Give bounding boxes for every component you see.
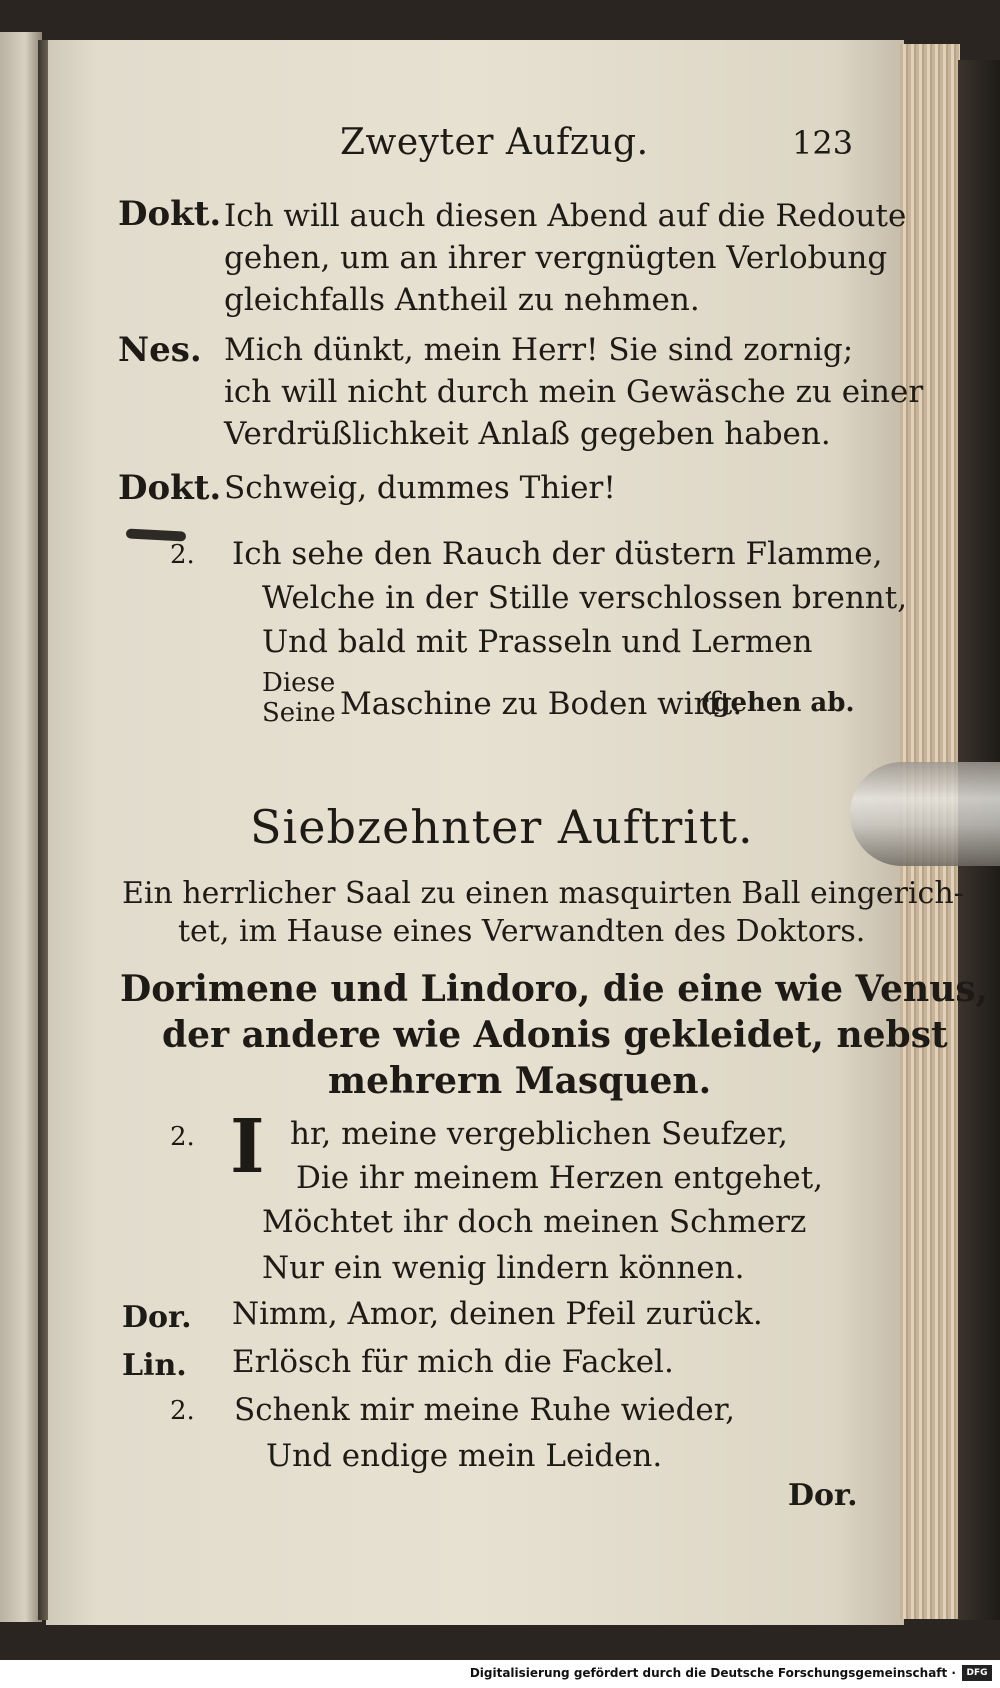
stage-direction: (gehen ab. [700,688,855,718]
variant-word-top: Diese [262,668,336,698]
footer-bar [0,1660,1000,1688]
speaker-dokt: Dokt. [118,194,222,234]
scene-setting: tet, im Hause eines Verwandten des Doktors. [178,914,866,949]
verse-line: Möchtet ihr doch meinen Schmerz [262,1204,807,1240]
verse-number: 2. [170,1122,195,1152]
verse-line: Die ihr meinem Herzen entgehet, [296,1160,824,1196]
verse-line: Welche in der Stille verschlossen brennt, [262,580,908,616]
verse-line: Maschine zu Boden wirft. [340,686,743,722]
page-number: 123 [792,124,854,162]
dialogue-line: gehen, um an ihrer vergnügten Verlobung [224,240,888,276]
scene-setting: Ein herrlicher Saal zu einen masquirten Ball eingerich- [122,876,964,911]
speaker-dor: Dor. [122,1300,192,1335]
dialogue-line: Mich dünkt, mein Herr! Sie sind zornig; [224,332,854,368]
dfg-logo: DFG [962,1665,992,1681]
speaker-lin: Lin. [122,1348,187,1383]
variant-word-bottom: Seine [262,698,336,728]
running-header: Zweyter Aufzug. [340,122,649,163]
verse-line: Nur ein wenig lindern können. [262,1250,745,1286]
footer-credit: Digitalisierung gefördert durch die Deutsche Forschungsgemeinschaft · [469,1666,956,1680]
cast-list: der andere wie Adonis gekleidet, nebst [162,1014,948,1056]
verse-number: 2. [170,540,195,570]
speaker-dokt: Dokt. [118,468,222,508]
dialogue-line: Ich will auch diesen Abend auf die Redoute [224,198,907,234]
scene-title: Siebzehnter Auftritt. [250,800,754,854]
verse-line: hr, meine vergeblichen Seufzer, [290,1116,788,1152]
dialogue-line: Nimm, Amor, deinen Pfeil zurück. [232,1296,763,1332]
drop-cap: I [230,1104,265,1190]
dialogue-line: Verdrüßlichkeit Anlaß gegeben haben. [224,416,831,452]
dialogue-line: Schweig, dummes Thier! [224,470,616,506]
verse-number: 2. [170,1396,195,1426]
dialogue-line: ich will nicht durch mein Gewäsche zu einer [224,374,924,410]
speaker-nes: Nes. [118,330,202,370]
dialogue-line: Erlösch für mich die Fackel. [232,1344,674,1380]
verse-line: Und bald mit Prasseln und Lermen [262,624,813,660]
cast-list: Dorimene und Lindoro, die eine wie Venus, [120,968,989,1010]
cast-list: mehrern Masquen. [328,1060,712,1102]
verse-line: Und endige mein Leiden. [266,1438,663,1474]
catchword: Dor. [788,1478,858,1513]
verse-line: Schenk mir meine Ruhe wieder, [234,1392,736,1428]
dialogue-line: gleichfalls Antheil zu nehmen. [224,282,700,318]
verse-line: Ich sehe den Rauch der düstern Flamme, [232,536,883,572]
